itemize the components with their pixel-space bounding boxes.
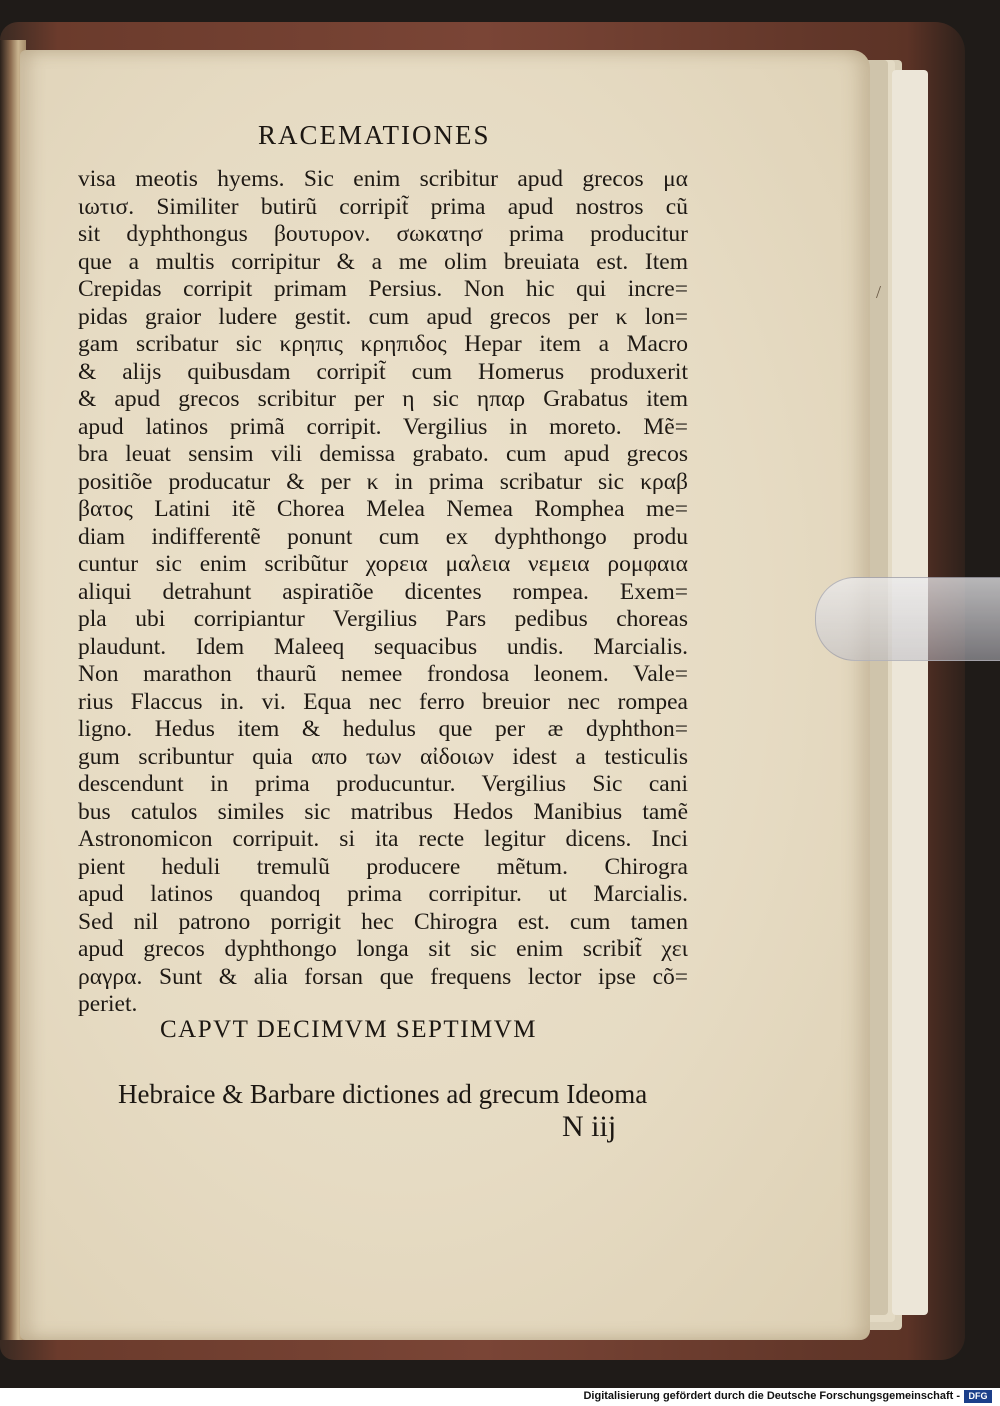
text-line: & apud grecos scribitur per η sic ηπαρ Grabatus item: [78, 386, 688, 412]
text-line: gum scribuntur quia απο των αἰδοιων idest a testiculis: [78, 743, 688, 770]
text-line: plaudunt. Idem Maleeq sequacibus undis. Marcialis.: [78, 633, 688, 660]
text-line: gam scribatur sic κρηπις κρηπιδος Hepar item a Macro: [78, 331, 688, 357]
footer-credit: Digitalisierung gefördert durch die Deutsche Forschungsgemeinschaft -: [583, 1390, 960, 1402]
text-line: apud latinos primã corripit. Vergilius in moreto. Mẽ=: [78, 413, 688, 440]
signature-mark: N iij: [562, 1110, 617, 1143]
text-line: apud latinos quandoq prima corripitur. ut Marcialis.: [78, 881, 688, 907]
text-line: diam indifferentẽ ponunt cum ex dyphthongo produ: [78, 523, 688, 550]
chapter-subheading: Hebraice & Barbare dictiones ad grecum Ideoma: [118, 1079, 648, 1109]
page-edges: [892, 70, 928, 1315]
text-line: positiõe producatur & per κ in prima scribatur sic κραβ: [78, 468, 688, 495]
chapter-heading: CAPVT DECIMVM SEPTIMVM: [160, 1016, 538, 1043]
text-line: βατος Latini itẽ Chorea Melea Nemea Romphea me=: [78, 496, 688, 522]
text-line: & alijs quibusdam corripit̃ cum Homerus produxerit: [78, 358, 688, 385]
text-line: Non marathon thaurũ nemee frondosa leonem. Vale=: [78, 661, 688, 687]
text-line: ligno. Hedus item & hedulus que per æ dyphthon=: [78, 716, 688, 742]
text-line: ραγρα. Sunt & alia forsan que frequens lector ipse cõ=: [78, 963, 688, 990]
text-line: bra leuat sensim vili demissa grabato. cum apud grecos: [78, 441, 688, 467]
text-line: Crepidas corripit primam Persius. Non hic qui incre=: [78, 276, 688, 302]
text-line: ιωτισ. Similiter butirũ corripit̃ prima apud nostros cũ: [78, 193, 688, 220]
text-line: descendunt in prima producuntur. Vergilius Sic cani: [78, 771, 688, 797]
text-line: que a multis corripitur & a me olim breuiata est. Item: [78, 248, 688, 275]
text-line: Astronomicon corripuit. si ita recte legitur dicens. Inci: [78, 826, 688, 852]
page-clip: [815, 577, 1000, 661]
dfg-logo-icon: DFG: [964, 1390, 992, 1403]
text-line: visa meotis hyems. Sic enim scribitur apud grecos μα: [78, 166, 688, 192]
text-line: aliqui detrahunt aspiratiõe dicentes rompea. Exem=: [78, 578, 688, 605]
text-line: pidas graior ludere gestit. cum apud grecos per κ lon=: [78, 303, 688, 330]
text-line: bus catulos similes sic matribus Hedos Manibius tamẽ: [78, 798, 688, 825]
text-line: cuntur sic enim scribũtur χορεια μαλεια νεμεια ρομφαια: [78, 551, 688, 577]
body-text: [78, 166, 688, 1019]
text-line: pla ubi corripiantur Vergilius Pars pedibus choreas: [78, 606, 688, 632]
text-line: apud grecos dyphthongo longa sit sic enim scribit̃ χει: [78, 936, 688, 962]
margin-mark: /: [876, 282, 882, 302]
text-line: periet.: [78, 991, 138, 1017]
text-line: sit dyphthongus βουτυρον. σωκατησ prima producitur: [78, 221, 688, 247]
text-line: Sed nil patrono porrigit hec Chirogra est. cum tamen: [78, 908, 688, 935]
text-line: pient heduli tremulũ producere mẽtum. Chirogra: [78, 853, 688, 880]
text-line: rius Flaccus in. vi. Equa nec ferro breuior nec rompea: [78, 688, 688, 715]
running-head: RACEMATIONES: [258, 120, 491, 150]
